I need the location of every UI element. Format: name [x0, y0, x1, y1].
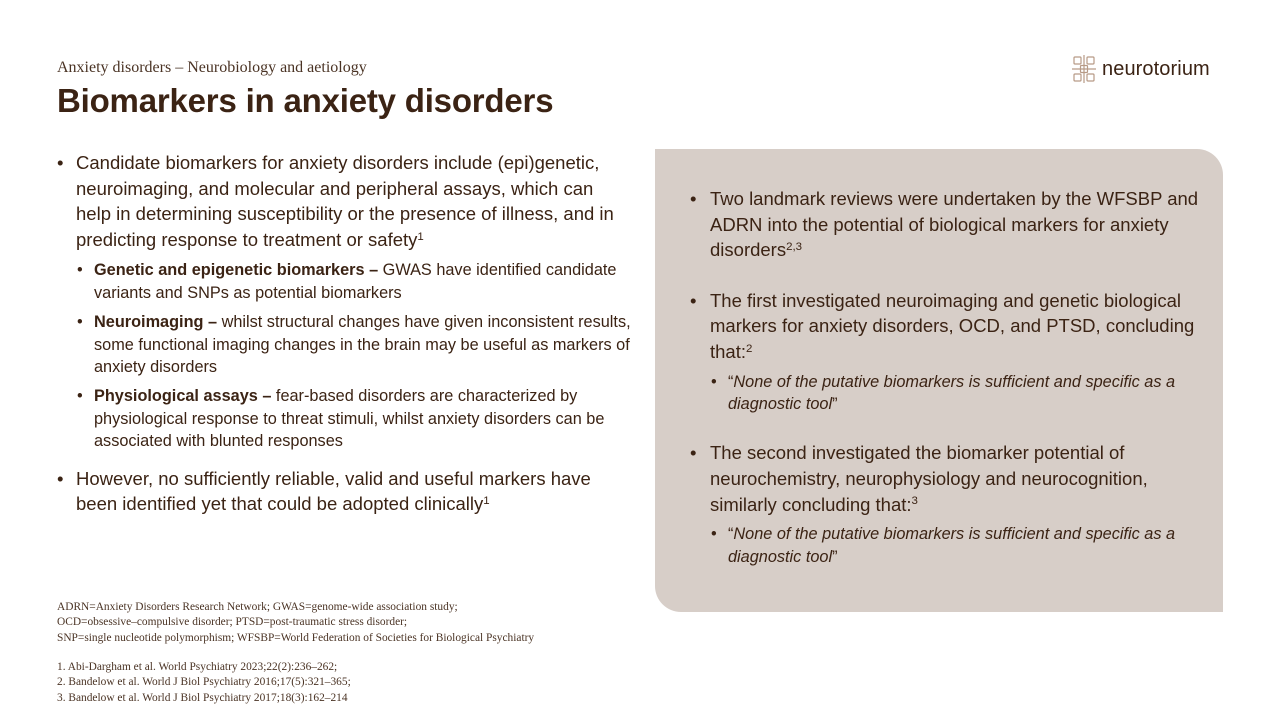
sub-bullet-physiological [57, 385, 632, 452]
quote-text: None of the putative biomarkers is sufficient and specific as a diagnostic tool [728, 372, 1176, 413]
sub-bullet-heading: Genetic and epigenetic biomarkers – [94, 261, 379, 280]
ref-superscript: 3 [911, 495, 918, 508]
bullet-marker: • [690, 289, 697, 311]
sub-bullet-heading: Physiological assays – [94, 387, 272, 406]
reference-item: 3. Bandelow et al. World J Biol Psychiatry 2017;18(3):162–214 [57, 691, 348, 704]
panel-quote-first [690, 371, 1200, 416]
bullet-candidate-biomarkers [57, 150, 632, 252]
bullet-marker: • [77, 261, 83, 280]
ref-superscript: 2,3 [786, 240, 803, 253]
quote-open: “ [728, 525, 734, 544]
sub-bullet-text: fear-based disorders are characterized by physiological response to threat stimuli, whilst anxiety disorders can be associated with blunted responses [94, 387, 605, 451]
abbreviation-line: OCD=obsessive–compulsive disorder; PTSD=post-traumatic stress disorder; [57, 616, 408, 629]
reference-item: 1. Abi-Dargham et al. World Psychiatry 2023;22(2):236–262; [57, 661, 338, 673]
references-list [57, 660, 351, 706]
sub-bullet-genetic [57, 259, 632, 304]
panel-bullet-second-review [690, 440, 1200, 517]
bullet-text: The first investigated neuroimaging and genetic biological markers for anxiety disorders, OCD, and PTSD, concluding that: [710, 289, 1195, 362]
panel-bullet-landmark-reviews [690, 186, 1200, 263]
brand-logo [1071, 54, 1210, 84]
logo-wordmark: neurotorium [1102, 57, 1210, 80]
info-panel [655, 149, 1223, 612]
bullet-text: Two landmark reviews were undertaken by the WFSBP and ADRN into the potential of biological markers for anxiety disorders [710, 188, 1199, 261]
ref-superscript: 1 [417, 230, 424, 243]
bullet-no-reliable-markers [57, 466, 632, 517]
neurotorium-logo-icon [1071, 54, 1097, 84]
ref-superscript: 2 [746, 342, 753, 355]
sub-bullet-text: whilst structural changes have given inconsistent results, some functional imaging changes in the brain may be useful as markers of anxiety disorders [94, 313, 631, 376]
sub-bullet-heading: Neuroimaging – [94, 313, 218, 332]
panel-content [690, 186, 1200, 568]
bullet-marker: • [690, 188, 697, 209]
quote-close: ” [832, 394, 838, 413]
bullet-text: However, no sufficiently reliable, valid and useful markers have been identified yet that could be adopted clinically [76, 467, 591, 515]
abbreviations-footnote [57, 600, 534, 646]
ref-superscript: 1 [483, 494, 490, 507]
bullet-text: Candidate biomarkers for anxiety disorders include (epi)genetic, neuroimaging, and molecular and peripheral assays, which can help in determining susceptibility or the presence of illness, and in predicting response to treatment or safety [76, 152, 614, 250]
slide-title: Biomarkers in anxiety disorders [57, 82, 554, 119]
panel-bullet-first-review [690, 288, 1200, 365]
bullet-marker: • [57, 467, 64, 489]
bullet-text: The second investigated the biomarker potential of neurochemistry, neurophysiology and neurocognition, similarly concluding that: [710, 442, 1148, 515]
reference-item: 2. Bandelow et al. World J Biol Psychiatry 2016;17(5):321–365; [57, 676, 351, 689]
abbreviation-line: ADRN=Anxiety Disorders Research Network; GWAS=genome-wide association study; [57, 601, 458, 613]
bullet-marker: • [77, 313, 83, 332]
sub-bullet-neuroimaging [57, 311, 632, 378]
quote-open: “ [728, 372, 734, 391]
sub-bullet-list [57, 259, 632, 452]
bullet-marker: • [690, 442, 697, 464]
quote-close: ” [832, 547, 838, 566]
panel-quote-second [690, 523, 1200, 568]
slide-subtitle: Anxiety disorders – Neurobiology and aetiology [57, 59, 367, 76]
abbreviation-line: SNP=single nucleotide polymorphism; WFSBP=World Federation of Societies for Biological Psychiatry [57, 631, 535, 644]
bullet-marker: • [711, 525, 717, 544]
bullet-marker: • [57, 152, 64, 173]
bullet-marker: • [711, 372, 717, 391]
left-column [57, 150, 632, 517]
bullet-marker: • [77, 387, 83, 406]
sub-bullet-text: GWAS have identified candidate variants and SNPs as potential biomarkers [94, 261, 617, 302]
quote-text: None of the putative biomarkers is sufficient and specific as a diagnostic tool [728, 525, 1176, 566]
